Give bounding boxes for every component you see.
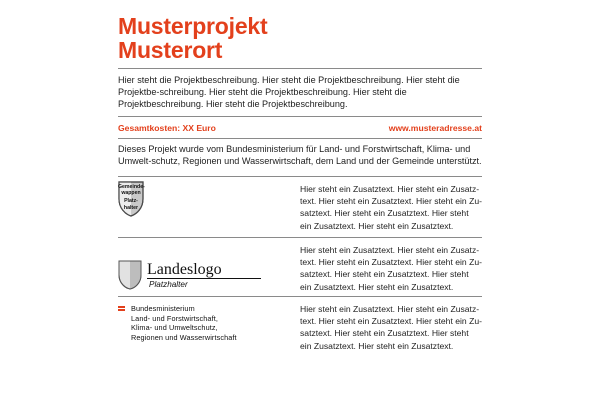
state-logo-subtitle: Platzhalter	[149, 279, 188, 289]
website-link[interactable]: www.musteradresse.at	[388, 123, 482, 134]
state-shield-icon	[118, 260, 142, 290]
project-title: Musterprojekt	[118, 13, 268, 39]
ministry-name: Bundesministerium Land- und Forstwirtschaft, Klima- und Umweltschutz, Regionen und Wasserwirtschaft	[131, 303, 237, 342]
logo-row-ministry	[118, 297, 482, 359]
project-sign	[118, 14, 482, 359]
austrian-flag-icon	[118, 306, 125, 311]
logo-row-state	[118, 238, 482, 296]
divider	[118, 116, 482, 117]
total-cost: Gesamtkosten: XX Euro	[118, 123, 216, 134]
project-location: Musterort	[118, 37, 223, 63]
state-logo-underline	[147, 278, 261, 279]
municipal-crest-placeholder	[118, 177, 296, 235]
state-logo-placeholder	[118, 238, 296, 296]
additional-text: Hier steht ein Zusatztext. Hier steht ein Zusatz-text. Hier steht ein Zusatztext. Hier steht ein Zu-satztext. Hier steht ein Zusatztext. Hier steht ein Zusatztext. Hier steht ein Zusatztext.	[300, 183, 482, 231]
divider	[118, 68, 482, 69]
divider	[118, 138, 482, 139]
state-logo-title: Landeslogo	[147, 260, 222, 278]
funding-note: Dieses Projekt wurde vom Bundesministerium für Land- und Forstwirtschaft, Klima- und Umwelt-schutz, Regionen und Wasserwirtschaft, dem Land und der Gemeinde unterstützt.	[118, 144, 482, 167]
project-description: Hier steht die Projektbeschreibung. Hier steht die Projektbeschreibung. Hier steht die Projektbe-schreibung. Hier steht die Projektbeschreibung. Hier steht die Projektbeschreibung. Hier steht die Projektbeschreibung.	[118, 75, 460, 109]
additional-text: Hier steht ein Zusatztext. Hier steht ein Zusatz-text. Hier steht ein Zusatztext. Hier steht ein Zu-satztext. Hier steht ein Zusatztext. Hier steht ein Zusatztext. Hier steht ein Zusatztext.	[300, 244, 482, 292]
logo-row-municipality	[118, 177, 482, 237]
additional-text: Hier steht ein Zusatztext. Hier steht ein Zusatz-text. Hier steht ein Zusatztext. Hier steht ein Zu-satztext. Hier steht ein Zusatztext. Hier steht ein Zusatztext. Hier steht ein Zusatztext.	[300, 303, 482, 351]
ministry-logo	[118, 297, 296, 355]
crest-label: Gemeinde- wappen Platz- halter	[118, 183, 145, 211]
cost-row	[118, 123, 482, 133]
